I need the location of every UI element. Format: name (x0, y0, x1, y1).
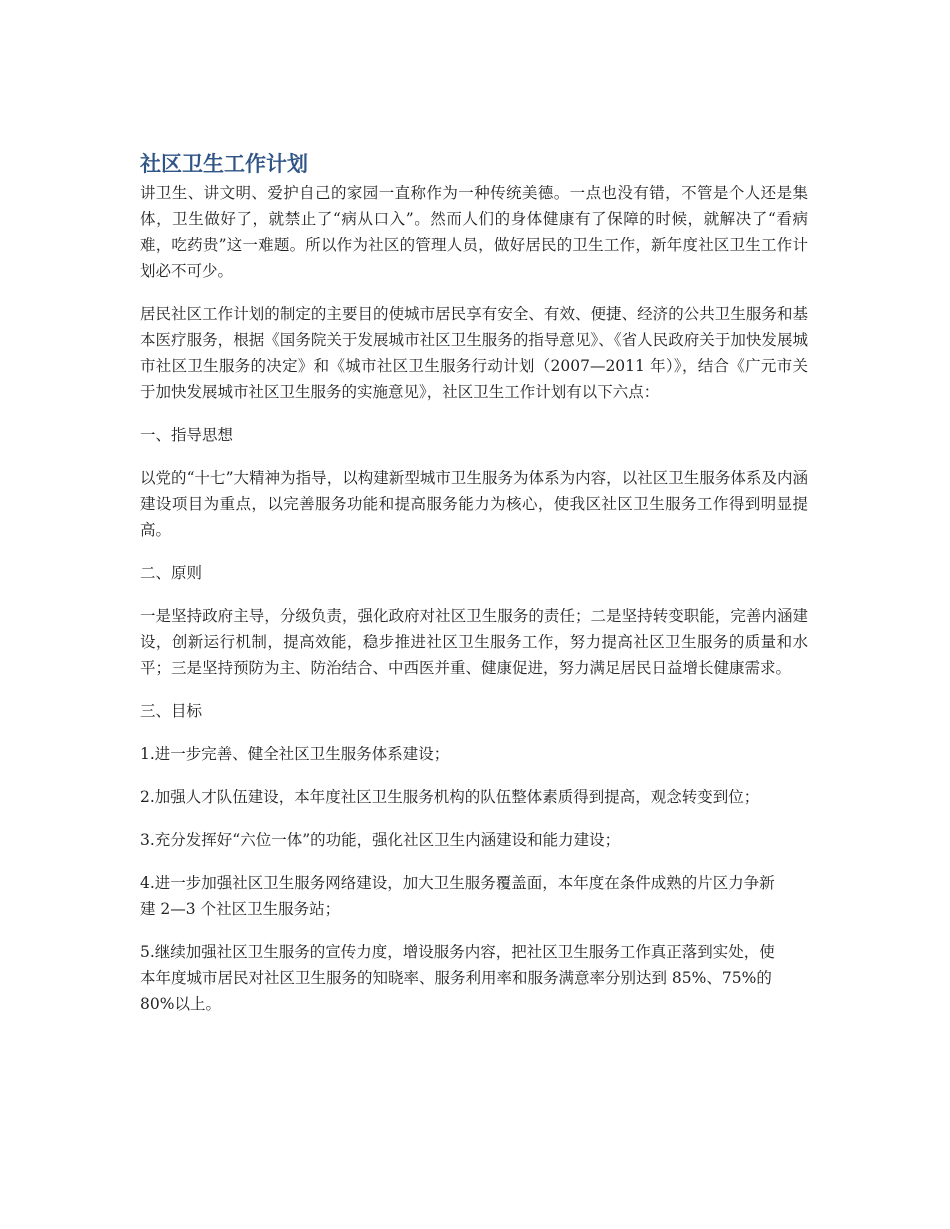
goal-item-4: 4.进一步加强社区卫生服务网络建设，加大卫生服务覆盖面，本年度在条件成熟的片区力争新建 2—3 个社区卫生服务站； (140, 874, 775, 918)
goal-item-2: 2.加强人才队伍建设，本年度社区卫生服务机构的队伍整体素质得到提高，观念转变到位； (140, 788, 760, 806)
principles-paragraph: 一是坚持政府主导，分级负责，强化政府对社区卫生服务的责任；二是坚持转变职能，完善内涵建设，创新运行机制，提高效能，稳步推进社区卫生服务工作，努力提高社区卫生服务的质量和水平；三是坚持预防为主、防治结合、中西医并重、健康促进，努力满足居民日益增长健康需求。 (140, 607, 808, 677)
document-title: 社区卫生工作计划 (140, 152, 308, 176)
goal-item-5: 5.继续加强社区卫生服务的宣传力度，增设服务内容，把社区卫生服务工作真正落到实处，使本年度城市居民对社区卫生服务的知晓率、服务利用率和服务满意率分别达到 85%、75%的 80%以上。 (140, 943, 775, 1013)
document-page (140, 150, 808, 1034)
goal-item-1: 1.进一步完善、健全社区卫生服务体系建设； (140, 745, 450, 763)
guiding-ideology-paragraph: 以党的“十七”大精神为指导，以构建新型城市卫生服务为体系为内容，以社区卫生服务体系及内涵建设项目为重点，以完善服务功能和提高服务能力为核心，使我区社区卫生服务工作得到明显提高。 (140, 469, 808, 539)
section-heading-guiding-ideology: 一、指导思想 (140, 426, 234, 444)
section-heading-principles: 二、原则 (140, 564, 203, 582)
purpose-paragraph: 居民社区工作计划的制定的主要目的使城市居民享有安全、有效、便捷、经济的公共卫生服务和基本医疗服务，根据《国务院关于发展城市社区卫生服务的指导意见》、《省人民政府关于加快发展城市社区卫生服务的决定》和《城市社区卫生服务行动计划（2007—2011 年）》，结合《广元市关于加快发展城市社区卫生服务的实施意见》，社区卫生工作计划有以下六点： (140, 305, 808, 401)
section-heading-goals: 三、目标 (140, 702, 203, 720)
intro-paragraph: 讲卫生、讲文明、爱护自己的家园一直称作为一种传统美德。一点也没有错，不管是个人还是集体，卫生做好了，就禁止了“病从口入”。然而人们的身体健康有了保障的时候，就解决了“看病难，吃药贵”这一难题。所以作为社区的管理人员，做好居民的卫生工作，新年度社区卫生工作计划必不可少。 (140, 184, 808, 280)
goal-item-3: 3.充分发挥好“六位一体”的功能，强化社区卫生内涵建设和能力建设； (140, 831, 621, 849)
